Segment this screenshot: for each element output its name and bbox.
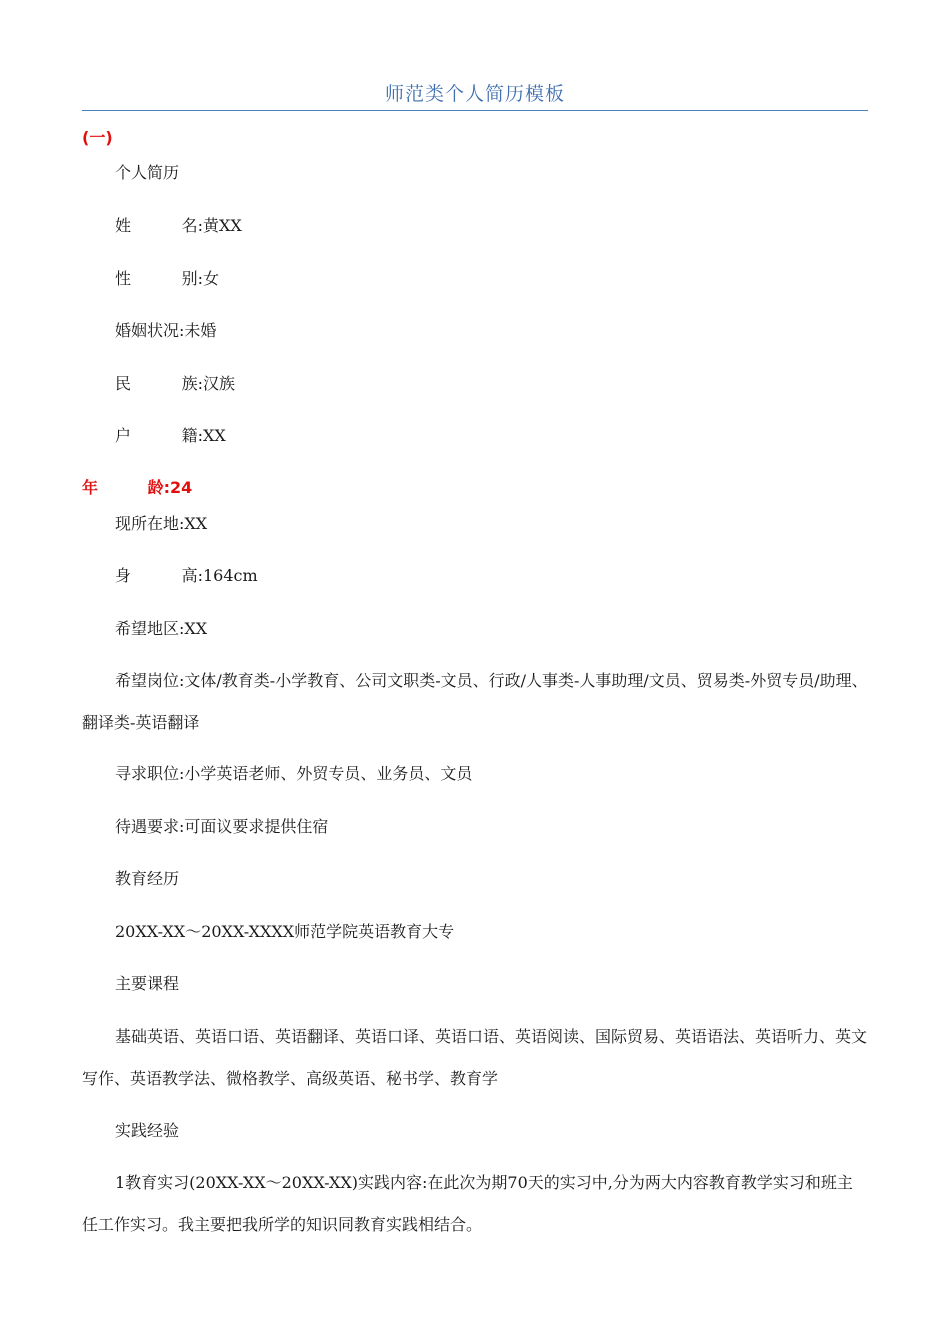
- resume-title: 个人简历: [115, 163, 180, 182]
- page-title: 师范类个人简历模板: [384, 83, 565, 105]
- field-gender-value: 女: [203, 269, 220, 288]
- field-seeking-position-value: 小学英语老师、外贸专员、业务员、文员: [184, 764, 473, 783]
- field-desired-position: 希望岗位:文体/教育类-小学教育、公司文职类-文员、行政/人事类-人事助理/文员、贸易类-外贸专员/助理、翻译类-英语翻译: [82, 671, 868, 732]
- field-age-label: 年 龄:: [82, 478, 170, 497]
- field-location: [115, 514, 207, 534]
- field-height-label: 身 高:: [115, 566, 203, 585]
- field-name: [115, 216, 242, 236]
- field-seeking-position-label: 寻求职位:: [115, 764, 185, 783]
- field-hukou: [115, 426, 226, 446]
- field-marital: [115, 321, 216, 341]
- field-salary-label: 待遇要求:: [115, 817, 185, 836]
- field-salary-value: 可面议要求提供住宿: [184, 817, 329, 836]
- field-location-value: XX: [184, 514, 208, 533]
- education-heading: 教育经历: [115, 869, 180, 888]
- field-height: [115, 566, 258, 586]
- field-name-value: 黄XX: [203, 216, 242, 235]
- practice-text: 1教育实习(20XX-XX～20XX-XX)实践内容:在此次为期70天的实习中,分为两大内容教育教学实习和班主任工作实习。我主要把我所学的知识同教育实践相结合。: [82, 1173, 853, 1234]
- field-salary: [115, 817, 328, 837]
- field-ethnicity-value: 汉族: [203, 374, 236, 393]
- field-gender-label: 性 别:: [115, 269, 203, 288]
- field-desired-region: [115, 619, 207, 639]
- field-age: [82, 478, 192, 498]
- field-hukou-label: 户 籍:: [115, 426, 203, 445]
- practice-heading: 实践经验: [115, 1121, 180, 1140]
- section-marker: (一): [82, 128, 113, 147]
- field-ethnicity-label: 民 族:: [115, 374, 203, 393]
- field-name-label: 姓 名:: [115, 216, 203, 235]
- courses-text: 基础英语、英语口语、英语翻译、英语口译、英语口语、英语阅读、国际贸易、英语语法、英语听力、英文写作、英语教学法、微格教学、高级英语、秘书学、教育学: [82, 1027, 868, 1088]
- field-desired-region-value: XX: [184, 619, 208, 638]
- field-desired-region-label: 希望地区:: [115, 619, 185, 638]
- courses-heading: 主要课程: [115, 974, 180, 993]
- page-header: [82, 80, 868, 111]
- education-entry: 20XX-XX～20XX-XXXX师范学院英语教育大专: [115, 922, 455, 941]
- field-height-value: 164cm: [203, 566, 258, 585]
- field-ethnicity: [115, 374, 235, 394]
- field-seeking-position: [115, 764, 472, 784]
- field-marital-label: 婚姻状况:: [115, 321, 185, 340]
- field-gender: [115, 269, 219, 289]
- field-location-label: 现所在地:: [115, 514, 185, 533]
- field-marital-value: 未婚: [184, 321, 217, 340]
- field-hukou-value: XX: [203, 426, 226, 445]
- field-age-value: 24: [170, 478, 193, 497]
